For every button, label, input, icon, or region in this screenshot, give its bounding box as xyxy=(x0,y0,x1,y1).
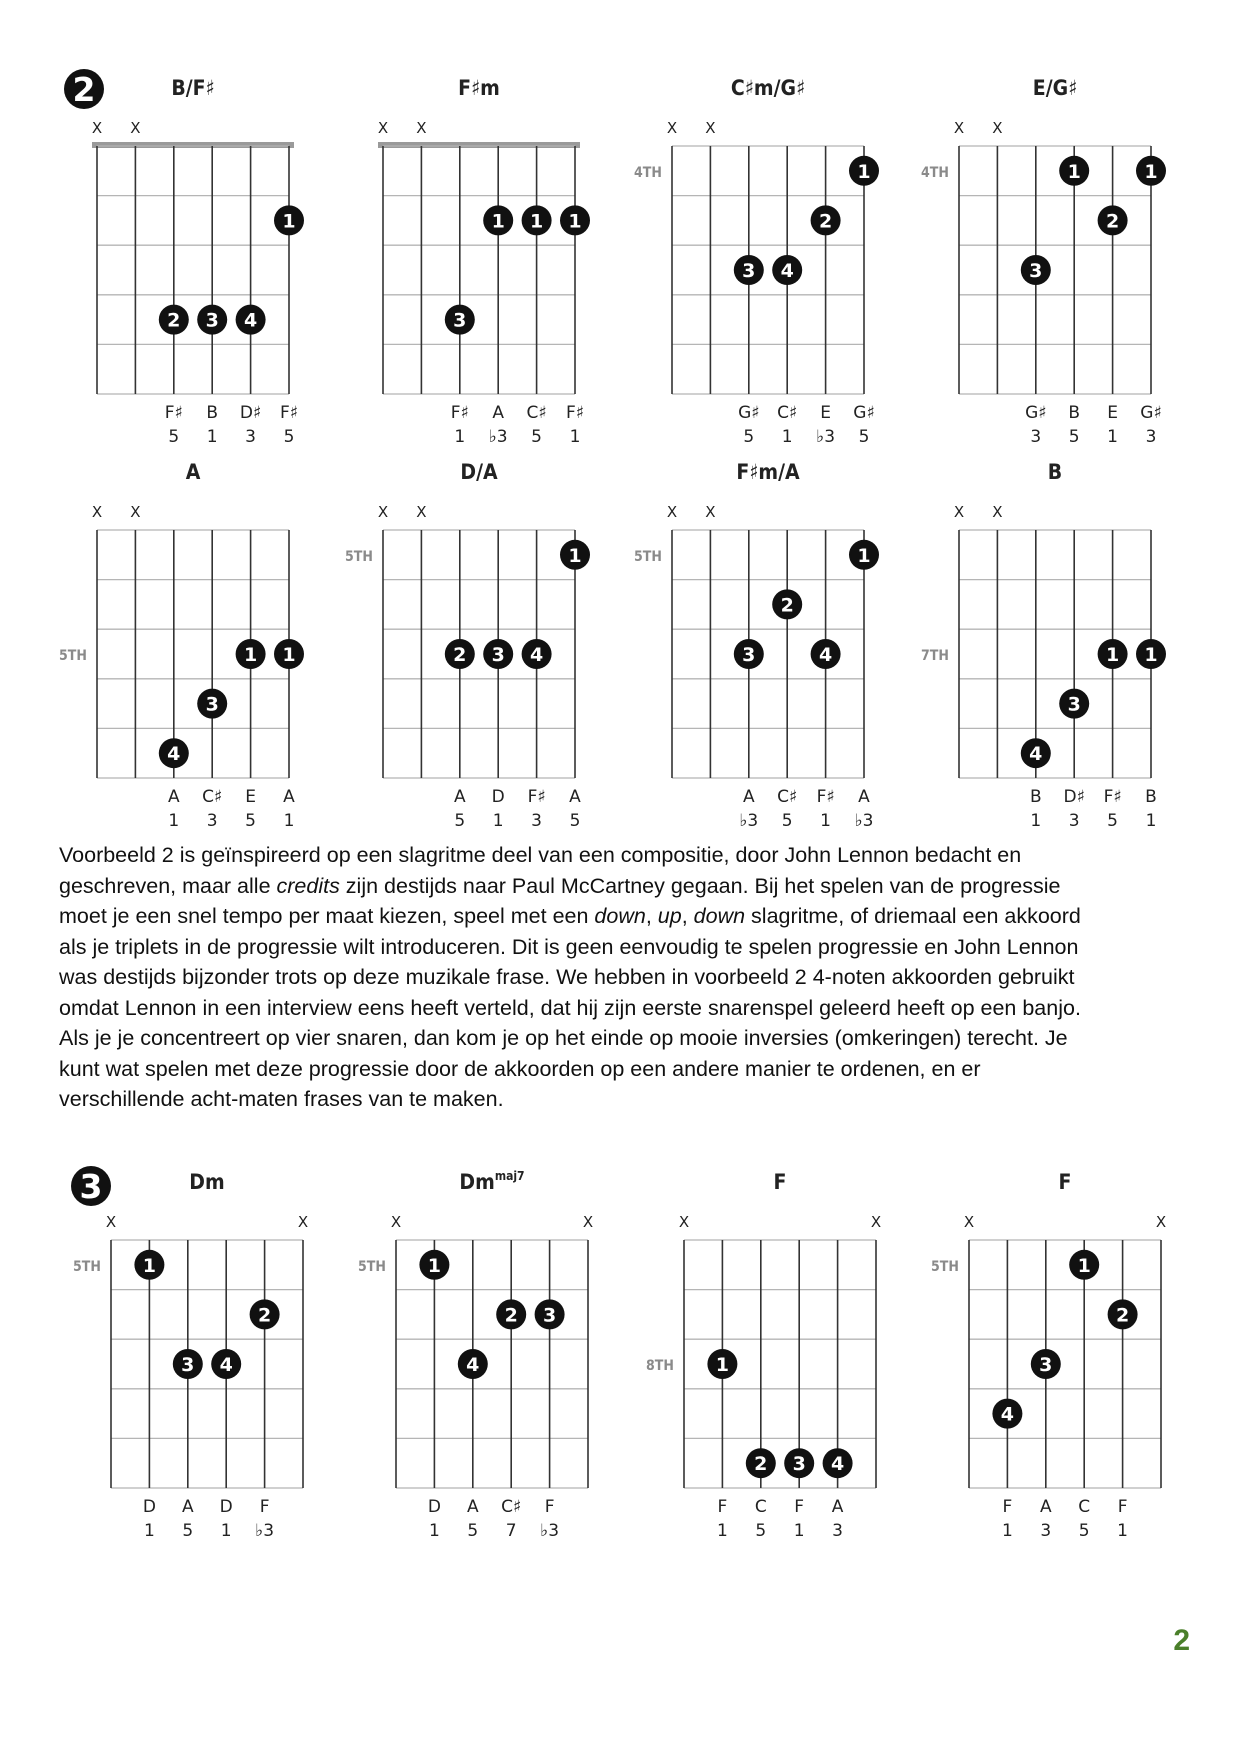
muted-string-mark: X xyxy=(297,1213,309,1231)
chord-root: A xyxy=(185,460,201,484)
paragraph-line xyxy=(59,901,1184,932)
chord-name xyxy=(458,76,500,100)
paragraph-line xyxy=(59,962,1184,993)
finger-number: 1 xyxy=(857,544,871,567)
interval-number: 1 xyxy=(220,1521,232,1541)
note-name: A xyxy=(283,787,295,807)
interval-number: 3 xyxy=(1030,427,1042,447)
interval-number: 1 xyxy=(820,811,832,831)
barre-bar xyxy=(378,142,580,148)
muted-string-mark: X xyxy=(705,119,716,137)
finger-number: 1 xyxy=(1144,160,1158,183)
interval-number: 5 xyxy=(245,811,257,831)
interval-number: 5 xyxy=(743,427,755,447)
finger-number: 1 xyxy=(282,210,296,233)
chord-root: Dm xyxy=(459,1170,495,1194)
chord-root: F xyxy=(1058,1170,1072,1194)
text-run: geschreven, maar alle xyxy=(59,873,277,898)
fret-position-label: 5TH xyxy=(345,548,373,565)
note-name: A xyxy=(569,787,581,807)
finger-number: 3 xyxy=(181,1354,195,1376)
chord-name xyxy=(774,1170,787,1194)
muted-string-mark: X xyxy=(390,1213,402,1231)
note-name: D xyxy=(427,1497,441,1517)
chord-root: D/A xyxy=(460,460,498,484)
interval-number: ♭3 xyxy=(488,427,508,447)
note-name: E xyxy=(1107,403,1118,423)
interval-number: 3 xyxy=(1068,811,1080,831)
finger-number: 2 xyxy=(818,210,833,233)
finger-number: 2 xyxy=(167,309,181,332)
chord-name xyxy=(171,76,214,100)
note-name: D xyxy=(142,1497,156,1517)
muted-string-mark: X xyxy=(416,119,427,137)
chord-name xyxy=(1033,76,1077,100)
chord-root: F xyxy=(736,460,750,484)
text-run: slagritme, of driemaal een akkoord xyxy=(745,904,1081,928)
interval-number: 1 xyxy=(454,427,466,447)
finger-number: 4 xyxy=(219,1354,233,1376)
note-name: G♯ xyxy=(853,403,875,423)
note-name: B xyxy=(1145,787,1157,807)
text-run: zijn destijds naar Paul McCartney gegaan. Bij het spelen van de progressie xyxy=(339,873,1061,898)
finger-number: 2 xyxy=(453,644,467,666)
finger-number: 1 xyxy=(282,644,296,666)
note-name: C♯ xyxy=(501,1497,522,1517)
finger-number: 4 xyxy=(1029,743,1043,766)
note-name: G♯ xyxy=(738,403,760,423)
note-name: A xyxy=(831,1497,844,1517)
muted-string-mark: X xyxy=(582,1213,594,1231)
text-run: omdat Lennon in een interview eens heeft verteld, dat hij zijn eerste snarenspel geleerd heeft op een banjo. xyxy=(59,995,1081,1020)
finger-number: 4 xyxy=(818,644,833,666)
muted-string-mark: X xyxy=(377,119,389,137)
interval-number: ♭3 xyxy=(816,427,836,447)
barre-bar xyxy=(92,142,294,148)
finger-number: 2 xyxy=(754,1453,768,1476)
note-name: C xyxy=(1078,1497,1091,1517)
italic-term: down xyxy=(594,904,646,928)
finger-number: 3 xyxy=(792,1453,806,1476)
body-paragraph xyxy=(59,840,1184,1115)
fret-position-label: 4TH xyxy=(634,164,662,181)
finger-number: 3 xyxy=(1067,693,1081,716)
chord-name xyxy=(460,460,498,484)
chord-name xyxy=(736,460,800,484)
interval-number: 5 xyxy=(283,427,295,447)
finger-number: 4 xyxy=(1000,1403,1015,1426)
note-name: B xyxy=(206,403,219,423)
paragraph-line xyxy=(59,993,1184,1024)
chord-root: Dm xyxy=(189,1170,225,1194)
note-name: A xyxy=(858,787,870,807)
chord-root: B xyxy=(171,76,186,100)
note-name: F xyxy=(1002,1497,1013,1517)
example-badge-number: 3 xyxy=(79,1167,103,1206)
finger-number: 2 xyxy=(1105,210,1120,233)
muted-string-mark: X xyxy=(963,1213,975,1231)
note-name: C♯ xyxy=(777,403,798,423)
note-name: A xyxy=(742,787,755,807)
note-name: F♯ xyxy=(450,403,469,423)
note-name: F♯ xyxy=(816,787,835,807)
chord-root: B xyxy=(1047,460,1063,484)
muted-string-mark: X xyxy=(666,119,678,137)
italic-term: credits xyxy=(276,873,340,898)
interval-number: 3 xyxy=(206,811,218,831)
finger-number: 1 xyxy=(857,160,871,183)
note-name: D♯ xyxy=(239,403,262,423)
interval-number: 7 xyxy=(505,1521,517,1541)
finger-number: 1 xyxy=(1077,1254,1091,1277)
text-run: was destijds bijzonder trots op deze muzikale frase. We hebben in voorbeeld 2 4-noten akkoorden gebruikt xyxy=(59,965,1075,989)
chord-name xyxy=(731,76,805,100)
finger-number: 4 xyxy=(167,743,181,766)
interval-number: 1 xyxy=(1117,1521,1129,1541)
muted-string-mark: X xyxy=(130,119,141,137)
interval-number: 3 xyxy=(245,427,257,447)
fret-position-label: 5TH xyxy=(73,1258,101,1275)
note-name: E xyxy=(245,787,256,807)
muted-string-mark: X xyxy=(377,503,389,521)
interval-number: 5 xyxy=(569,811,581,831)
finger-number: 2 xyxy=(504,1304,518,1327)
muted-string-mark: X xyxy=(705,503,716,521)
interval-number: ♭3 xyxy=(540,1521,560,1541)
note-name: A xyxy=(1039,1497,1052,1517)
muted-string-mark: X xyxy=(130,503,141,521)
interval-number: 1 xyxy=(781,427,793,447)
interval-number: 3 xyxy=(832,1521,844,1541)
chord-root: E xyxy=(1032,76,1046,100)
text-run: , xyxy=(681,904,694,928)
note-name: F♯ xyxy=(565,403,585,423)
finger-number: 3 xyxy=(205,309,219,332)
interval-number: 1 xyxy=(143,1521,155,1541)
interval-number: 1 xyxy=(1001,1521,1013,1541)
example-badge-number: 2 xyxy=(72,70,96,109)
finger-number: 2 xyxy=(780,594,794,617)
note-name: G♯ xyxy=(1025,403,1047,423)
interval-number: 5 xyxy=(168,427,180,447)
interval-number: 5 xyxy=(454,811,466,831)
muted-string-mark: X xyxy=(992,503,1003,521)
note-name: D♯ xyxy=(1063,787,1085,807)
fret-position-label: 5TH xyxy=(59,648,87,664)
note-name: D xyxy=(491,787,505,807)
muted-string-mark: X xyxy=(678,1213,690,1231)
interval-number: 5 xyxy=(858,427,870,447)
note-name: C♯ xyxy=(202,787,223,807)
interval-number: 1 xyxy=(793,1521,805,1541)
muted-string-mark: X xyxy=(953,503,965,521)
finger-number: 1 xyxy=(1067,160,1081,183)
note-name: F♯ xyxy=(527,787,546,807)
note-name: A xyxy=(466,1497,479,1517)
text-run: , xyxy=(645,904,658,928)
finger-number: 2 xyxy=(1115,1304,1130,1327)
text-run: verschillende acht-maten frases van te maken. xyxy=(59,1087,504,1111)
interval-number: 5 xyxy=(531,427,543,447)
note-name: F xyxy=(717,1497,728,1517)
interval-number: 1 xyxy=(206,427,218,447)
finger-number: 1 xyxy=(427,1254,442,1277)
interval-number: 1 xyxy=(283,811,295,831)
muted-string-mark: X xyxy=(1155,1213,1167,1231)
note-name: A xyxy=(453,787,466,807)
finger-number: 4 xyxy=(529,644,544,666)
finger-number: 1 xyxy=(568,210,582,233)
finger-number: 1 xyxy=(715,1354,730,1376)
interval-number: 5 xyxy=(1107,811,1119,831)
note-name: F xyxy=(794,1497,805,1517)
page-number: 2 xyxy=(1173,1624,1190,1657)
interval-number: 5 xyxy=(781,811,793,831)
note-name: G♯ xyxy=(1140,403,1162,423)
chord-name xyxy=(186,460,201,484)
paragraph-line xyxy=(59,1054,1184,1085)
italic-term: up xyxy=(657,904,682,928)
interval-number: 5 xyxy=(1078,1521,1090,1541)
muted-string-mark: X xyxy=(91,503,103,521)
interval-number: 1 xyxy=(1030,811,1042,831)
finger-number: 4 xyxy=(830,1453,845,1476)
muted-string-mark: X xyxy=(992,119,1003,137)
fret-position-label: 4TH xyxy=(921,164,949,181)
paragraph-line xyxy=(59,840,1184,871)
note-name: D xyxy=(219,1497,233,1517)
note-name: F♯ xyxy=(279,403,299,423)
interval-number: 3 xyxy=(1040,1521,1052,1541)
finger-number: 2 xyxy=(257,1304,272,1327)
note-name: C xyxy=(754,1497,767,1517)
note-name: A xyxy=(181,1497,194,1517)
fret-position-label: 5TH xyxy=(931,1258,959,1275)
chord-root: F xyxy=(458,76,472,100)
finger-number: 3 xyxy=(205,693,219,716)
note-name: F xyxy=(259,1497,270,1517)
interval-number: 5 xyxy=(467,1521,479,1541)
interval-number: 5 xyxy=(182,1521,194,1541)
interval-number: 1 xyxy=(492,811,504,831)
interval-number: 1 xyxy=(716,1521,728,1541)
text-run: kunt wat spelen met deze progressie door de akkoorden op een andere manier te ordenen, en er xyxy=(59,1056,981,1081)
chord-superscript: maj7 xyxy=(494,1169,525,1183)
finger-number: 1 xyxy=(1144,644,1158,666)
fret-position-label: 5TH xyxy=(634,548,662,565)
interval-number: 3 xyxy=(1145,427,1157,447)
muted-string-mark: X xyxy=(105,1213,117,1231)
interval-number: ♭3 xyxy=(255,1521,275,1541)
finger-number: 3 xyxy=(1039,1354,1053,1376)
interval-number: 5 xyxy=(755,1521,767,1541)
chord-name xyxy=(189,1170,224,1194)
note-name: A xyxy=(492,403,505,423)
italic-term: down xyxy=(693,904,746,928)
interval-number: 1 xyxy=(168,811,180,831)
finger-number: 3 xyxy=(453,309,467,332)
chord-suffix: /G♯ xyxy=(1045,76,1078,100)
fret-position-label: 7TH xyxy=(921,648,949,664)
text-run: Voorbeeld 2 is geïnspireerd op een slagritme deel van een compositie, door John Lennon bedacht en xyxy=(59,843,1022,867)
note-name: F xyxy=(544,1497,555,1517)
interval-number: 1 xyxy=(569,427,581,447)
finger-number: 1 xyxy=(1105,644,1120,666)
note-name: C♯ xyxy=(777,787,798,807)
interval-number: 1 xyxy=(1145,811,1157,831)
finger-number: 1 xyxy=(243,644,258,666)
muted-string-mark: X xyxy=(91,119,103,137)
note-name: B xyxy=(1029,787,1042,807)
text-run: Als je je concentreert op vier snaren, dan kom je op het einde op mooie inversies (omkeringen) terecht. Je xyxy=(59,1026,1068,1050)
interval-number: 5 xyxy=(1068,427,1080,447)
finger-number: 1 xyxy=(568,544,582,567)
text-run: als je triplets in de progressie wilt introduceren. Dit is geen eenvoudig te spelen progressie en John Lennon xyxy=(59,934,1079,959)
chord-suffix: ♯m/A xyxy=(749,460,800,484)
finger-number: 3 xyxy=(1029,260,1043,282)
finger-number: 3 xyxy=(742,644,756,666)
muted-string-mark: X xyxy=(416,503,427,521)
paragraph-line xyxy=(59,1023,1184,1054)
interval-number: 3 xyxy=(531,811,543,831)
finger-number: 3 xyxy=(491,644,505,666)
finger-number: 3 xyxy=(742,260,756,282)
chord-name xyxy=(1048,460,1062,484)
fret-position-label: 8TH xyxy=(646,1358,674,1374)
chord-suffix: /F♯ xyxy=(185,76,215,100)
finger-number: 1 xyxy=(529,210,544,233)
muted-string-mark: X xyxy=(666,503,678,521)
chord-suffix: ♯m xyxy=(471,76,500,100)
note-name: E xyxy=(820,403,831,423)
note-name: A xyxy=(167,787,180,807)
text-run: moet je een snel tempo per maat kiezen, speel met een xyxy=(59,904,595,928)
chord-suffix: ♯m/G♯ xyxy=(744,76,806,100)
finger-number: 1 xyxy=(142,1254,157,1277)
finger-number: 3 xyxy=(542,1304,557,1327)
paragraph-line xyxy=(59,932,1184,963)
finger-number: 1 xyxy=(491,210,505,233)
muted-string-mark: X xyxy=(870,1213,882,1231)
chord-root: F xyxy=(773,1170,787,1194)
note-name: F♯ xyxy=(1103,787,1122,807)
note-name: C♯ xyxy=(526,403,547,423)
fret-position-label: 5TH xyxy=(358,1258,386,1275)
interval-number: 1 xyxy=(428,1521,440,1541)
paragraph-line xyxy=(59,871,1184,902)
note-name: F♯ xyxy=(164,403,183,423)
note-name: F xyxy=(1117,1497,1128,1517)
finger-number: 4 xyxy=(243,309,258,332)
chord-name xyxy=(1059,1170,1072,1194)
interval-number: ♭3 xyxy=(739,811,759,831)
interval-number: 1 xyxy=(1107,427,1119,447)
chord-name xyxy=(459,1169,524,1194)
chord-root: C xyxy=(730,76,745,100)
finger-number: 4 xyxy=(466,1354,480,1376)
paragraph-line xyxy=(59,1084,1184,1115)
muted-string-mark: X xyxy=(953,119,965,137)
finger-number: 4 xyxy=(780,260,794,282)
interval-number: ♭3 xyxy=(854,811,874,831)
note-name: B xyxy=(1068,403,1081,423)
